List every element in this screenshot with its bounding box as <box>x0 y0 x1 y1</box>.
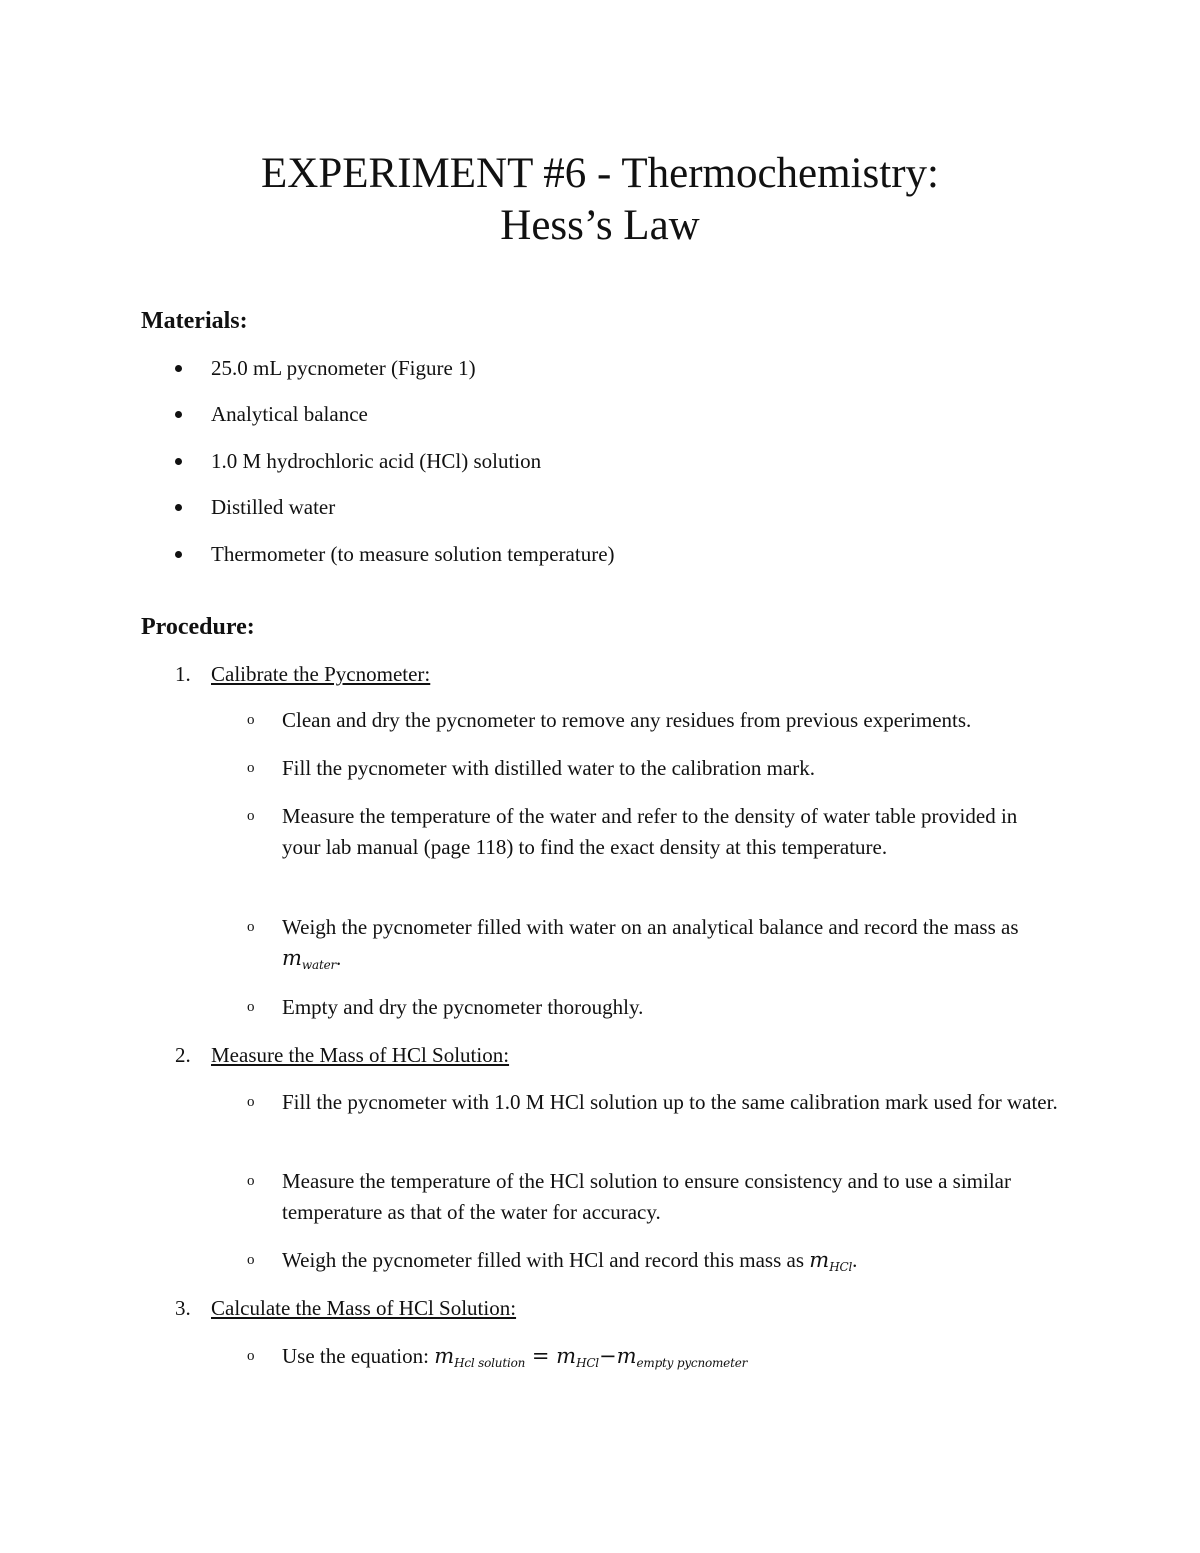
procedure-heading: Procedure: <box>141 614 255 640</box>
substep-text: Measure the temperature of the HCl solution to ensure consistency and to use a similar temperature as that of the water for accuracy. <box>282 1169 1011 1224</box>
substep-text: Empty and dry the pycnometer thoroughly. <box>282 995 644 1019</box>
substep-text: Use the equation: <box>282 1344 429 1368</box>
step-title: Calibrate the Pycnometer: <box>211 662 431 686</box>
bullet-icon <box>175 365 182 372</box>
math-m-hcl: mHCl <box>809 1248 853 1274</box>
substep-text: Fill the pycnometer with distilled water to the calibration mark. <box>282 756 816 780</box>
sub-bullet-icon: o <box>247 1252 255 1268</box>
step-number: 3. <box>175 1296 191 1320</box>
substep-text: Measure the temperature of the water and refer to the density of water table provided in your lab manual (page 118) to find the exact density at this temperature. <box>282 804 1018 859</box>
materials-item-text: 1.0 M hydrochloric acid (HCl) solution <box>211 449 542 473</box>
step-title: Measure the Mass of HCl Solution: <box>211 1043 510 1067</box>
step-number: 1. <box>175 662 191 686</box>
sub-bullet-icon: o <box>247 1348 255 1364</box>
substep-text: Fill the pycnometer with 1.0 M HCl solution up to the same calibration mark used for water. <box>282 1090 1058 1114</box>
materials-item-text: Thermometer (to measure solution temperature) <box>211 542 615 566</box>
substep-text: Weigh the pycnometer filled with water on an analytical balance and record the mass as <box>282 915 1019 939</box>
sub-bullet-icon: o <box>247 760 255 776</box>
substep-text: Clean and dry the pycnometer to remove any residues from previous experiments. <box>282 708 972 732</box>
step-title: Calculate the Mass of HCl Solution: <box>211 1296 517 1320</box>
sub-bullet-icon: o <box>247 919 255 935</box>
sub-bullet-icon: o <box>247 808 255 824</box>
bullet-icon <box>175 504 182 511</box>
bullet-icon <box>175 551 182 558</box>
substep-text: Weigh the pycnometer filled with HCl and record this mass as <box>282 1248 805 1272</box>
sub-bullet-icon: o <box>247 999 255 1015</box>
bullet-icon <box>175 411 182 418</box>
substep-text-with-math: Weigh the pycnometer filled with HCl and record this mass as mHCl. <box>282 1248 858 1274</box>
document-title-line-2: Hess’s Law <box>500 202 700 249</box>
sub-bullet-icon: o <box>247 712 255 728</box>
materials-item-text: 25.0 mL pycnometer (Figure 1) <box>211 356 476 380</box>
bullet-icon <box>175 458 182 465</box>
materials-item-text: Distilled water <box>211 495 336 519</box>
math-equation: mHcl solution = mHCl−mempty pycnometer <box>434 1344 748 1370</box>
step-number: 2. <box>175 1043 191 1067</box>
math-m-water: mwater <box>282 946 337 972</box>
materials-heading: Materials: <box>141 308 248 334</box>
substep-text-with-equation <box>282 1341 1072 1375</box>
substep-text-with-math: Weigh the pycnometer filled with water on an analytical balance and record the mass as mwater. <box>282 915 1019 972</box>
sub-bullet-icon: o <box>247 1094 255 1110</box>
sub-bullet-icon: o <box>247 1173 255 1189</box>
materials-item-text: Analytical balance <box>211 402 368 426</box>
document-title-line-1: EXPERIMENT #6 - Thermochemistry: <box>261 150 939 197</box>
